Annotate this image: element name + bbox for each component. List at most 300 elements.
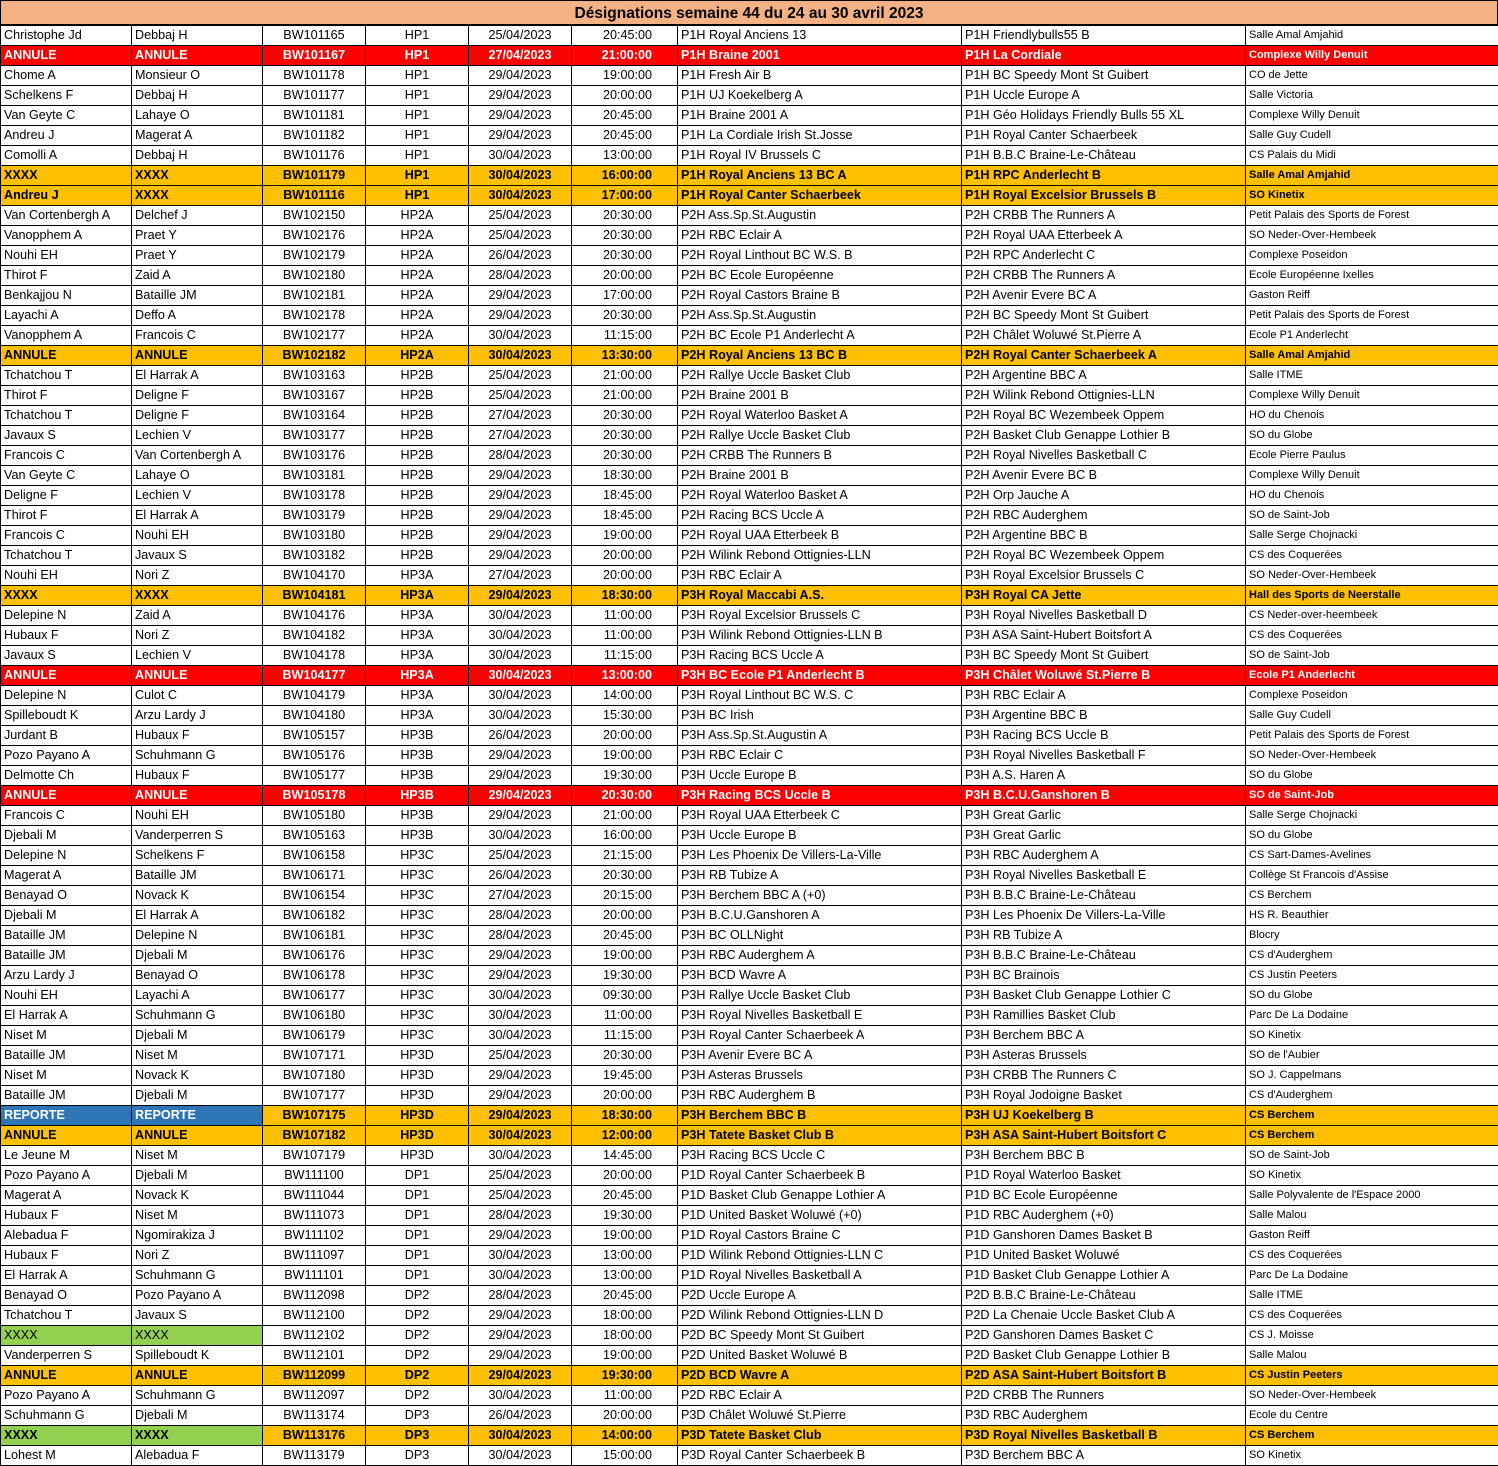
referee-2-cell[interactable]: XXXX: [132, 186, 263, 206]
venue-cell[interactable]: Complexe Willy Denuit: [1246, 466, 1498, 486]
home-team-cell[interactable]: P3D Châlet Woluwé St.Pierre: [678, 1406, 962, 1426]
time-cell[interactable]: 20:30:00: [572, 206, 678, 226]
match-code-cell[interactable]: BW102177: [263, 326, 366, 346]
referee-1-cell[interactable]: REPORTE: [1, 1106, 132, 1126]
division-cell[interactable]: DP2: [366, 1346, 469, 1366]
venue-cell[interactable]: Blocry: [1246, 926, 1498, 946]
match-code-cell[interactable]: BW111102: [263, 1226, 366, 1246]
referee-2-cell[interactable]: Lahaye O: [132, 106, 263, 126]
home-team-cell[interactable]: P1D Basket Club Genappe Lothier A: [678, 1186, 962, 1206]
time-cell[interactable]: 20:00:00: [572, 1086, 678, 1106]
venue-cell[interactable]: Ecole Européenne Ixelles: [1246, 266, 1498, 286]
match-code-cell[interactable]: BW101178: [263, 66, 366, 86]
division-cell[interactable]: HP3A: [366, 626, 469, 646]
date-cell[interactable]: 26/04/2023: [469, 1406, 572, 1426]
division-cell[interactable]: HP3C: [366, 966, 469, 986]
home-team-cell[interactable]: P2D United Basket Woluwé B: [678, 1346, 962, 1366]
division-cell[interactable]: HP3D: [366, 1066, 469, 1086]
referee-2-cell[interactable]: Spilleboudt K: [132, 1346, 263, 1366]
away-team-cell[interactable]: P3H Royal Nivelles Basketball D: [962, 606, 1246, 626]
date-cell[interactable]: 26/04/2023: [469, 866, 572, 886]
time-cell[interactable]: 14:45:00: [572, 1146, 678, 1166]
date-cell[interactable]: 25/04/2023: [469, 206, 572, 226]
date-cell[interactable]: 29/04/2023: [469, 486, 572, 506]
match-code-cell[interactable]: BW102181: [263, 286, 366, 306]
referee-1-cell[interactable]: Magerat A: [1, 866, 132, 886]
home-team-cell[interactable]: P3H Royal Excelsior Brussels C: [678, 606, 962, 626]
division-cell[interactable]: HP2B: [366, 546, 469, 566]
match-code-cell[interactable]: BW104178: [263, 646, 366, 666]
referee-1-cell[interactable]: Niset M: [1, 1026, 132, 1046]
away-team-cell[interactable]: P3H RBC Eclair A: [962, 686, 1246, 706]
match-code-cell[interactable]: BW101167: [263, 46, 366, 66]
venue-cell[interactable]: SO du Globe: [1246, 826, 1498, 846]
referee-2-cell[interactable]: Lahaye O: [132, 466, 263, 486]
division-cell[interactable]: HP3C: [366, 1006, 469, 1026]
date-cell[interactable]: 29/04/2023: [469, 306, 572, 326]
referee-1-cell[interactable]: Comolli A: [1, 146, 132, 166]
time-cell[interactable]: 20:45:00: [572, 1186, 678, 1206]
division-cell[interactable]: HP3B: [366, 766, 469, 786]
time-cell[interactable]: 19:00:00: [572, 1346, 678, 1366]
referee-1-cell[interactable]: Delepine N: [1, 846, 132, 866]
referee-1-cell[interactable]: Benkajjou N: [1, 286, 132, 306]
venue-cell[interactable]: CS des Coquerées: [1246, 626, 1498, 646]
referee-2-cell[interactable]: ANNULE: [132, 1126, 263, 1146]
venue-cell[interactable]: CS Berchem: [1246, 1126, 1498, 1146]
venue-cell[interactable]: SO Kinetix: [1246, 1166, 1498, 1186]
home-team-cell[interactable]: P2H Wilink Rebond Ottignies-LLN: [678, 546, 962, 566]
venue-cell[interactable]: SO de Saint-Job: [1246, 506, 1498, 526]
venue-cell[interactable]: CS des Coquerées: [1246, 1306, 1498, 1326]
away-team-cell[interactable]: P2H CRBB The Runners A: [962, 206, 1246, 226]
match-code-cell[interactable]: BW106179: [263, 1026, 366, 1046]
venue-cell[interactable]: Hall des Sports de Neerstalle: [1246, 586, 1498, 606]
venue-cell[interactable]: CS Berchem: [1246, 886, 1498, 906]
division-cell[interactable]: HP3D: [366, 1086, 469, 1106]
home-team-cell[interactable]: P3H B.C.U.Ganshoren A: [678, 906, 962, 926]
referee-1-cell[interactable]: Christophe Jd: [1, 26, 132, 46]
venue-cell[interactable]: Gaston Reiff: [1246, 286, 1498, 306]
home-team-cell[interactable]: P3H Rallye Uccle Basket Club: [678, 986, 962, 1006]
match-code-cell[interactable]: BW103182: [263, 546, 366, 566]
home-team-cell[interactable]: P1D Royal Canter Schaerbeek B: [678, 1166, 962, 1186]
home-team-cell[interactable]: P2D Uccle Europe A: [678, 1286, 962, 1306]
division-cell[interactable]: HP3C: [366, 886, 469, 906]
home-team-cell[interactable]: P3H RBC Auderghem B: [678, 1086, 962, 1106]
venue-cell[interactable]: Parc De La Dodaine: [1246, 1006, 1498, 1026]
division-cell[interactable]: HP1: [366, 146, 469, 166]
referee-1-cell[interactable]: ANNULE: [1, 666, 132, 686]
venue-cell[interactable]: SO Kinetix: [1246, 1026, 1498, 1046]
away-team-cell[interactable]: P2D B.B.C Braine-Le-Château: [962, 1286, 1246, 1306]
match-code-cell[interactable]: BW101176: [263, 146, 366, 166]
match-code-cell[interactable]: BW104180: [263, 706, 366, 726]
match-code-cell[interactable]: BW107180: [263, 1066, 366, 1086]
match-code-cell[interactable]: BW112099: [263, 1366, 366, 1386]
away-team-cell[interactable]: P1H B.B.C Braine-Le-Château: [962, 146, 1246, 166]
match-code-cell[interactable]: BW101181: [263, 106, 366, 126]
division-cell[interactable]: HP3A: [366, 686, 469, 706]
home-team-cell[interactable]: P3H Berchem BBC A (+0): [678, 886, 962, 906]
away-team-cell[interactable]: P3H B.B.C Braine-Le-Château: [962, 886, 1246, 906]
venue-cell[interactable]: Salle Serge Chojnacki: [1246, 806, 1498, 826]
date-cell[interactable]: 30/04/2023: [469, 166, 572, 186]
date-cell[interactable]: 25/04/2023: [469, 1186, 572, 1206]
time-cell[interactable]: 18:30:00: [572, 466, 678, 486]
home-team-cell[interactable]: P3H BC Irish: [678, 706, 962, 726]
away-team-cell[interactable]: P3H Royal Nivelles Basketball E: [962, 866, 1246, 886]
date-cell[interactable]: 30/04/2023: [469, 1446, 572, 1466]
home-team-cell[interactable]: P3H Uccle Europe B: [678, 766, 962, 786]
venue-cell[interactable]: SO de Saint-Job: [1246, 786, 1498, 806]
division-cell[interactable]: HP2A: [366, 306, 469, 326]
match-code-cell[interactable]: BW107171: [263, 1046, 366, 1066]
referee-2-cell[interactable]: Djebali M: [132, 1026, 263, 1046]
away-team-cell[interactable]: P3H Berchem BBC A: [962, 1026, 1246, 1046]
match-code-cell[interactable]: BW102179: [263, 246, 366, 266]
time-cell[interactable]: 19:30:00: [572, 766, 678, 786]
match-code-cell[interactable]: BW103180: [263, 526, 366, 546]
match-code-cell[interactable]: BW106180: [263, 1006, 366, 1026]
referee-1-cell[interactable]: Nouhi EH: [1, 566, 132, 586]
referee-2-cell[interactable]: Ngomirakiza J: [132, 1226, 263, 1246]
home-team-cell[interactable]: P2H Royal Linthout BC W.S. B: [678, 246, 962, 266]
home-team-cell[interactable]: P3H Uccle Europe B: [678, 826, 962, 846]
time-cell[interactable]: 17:00:00: [572, 286, 678, 306]
venue-cell[interactable]: Salle Polyvalente de l'Espace 2000: [1246, 1186, 1498, 1206]
time-cell[interactable]: 20:30:00: [572, 426, 678, 446]
away-team-cell[interactable]: P3H UJ Koekelberg B: [962, 1106, 1246, 1126]
time-cell[interactable]: 14:00:00: [572, 686, 678, 706]
date-cell[interactable]: 30/04/2023: [469, 1386, 572, 1406]
away-team-cell[interactable]: P2H Royal BC Wezembeek Oppem: [962, 406, 1246, 426]
away-team-cell[interactable]: P2H Royal BC Wezembeek Oppem: [962, 546, 1246, 566]
away-team-cell[interactable]: P3H A.S. Haren A: [962, 766, 1246, 786]
time-cell[interactable]: 19:30:00: [572, 1366, 678, 1386]
away-team-cell[interactable]: P1H Royal Canter Schaerbeek: [962, 126, 1246, 146]
referee-1-cell[interactable]: XXXX: [1, 1426, 132, 1446]
match-code-cell[interactable]: BW102176: [263, 226, 366, 246]
date-cell[interactable]: 29/04/2023: [469, 1086, 572, 1106]
referee-2-cell[interactable]: Schuhmann G: [132, 1006, 263, 1026]
date-cell[interactable]: 25/04/2023: [469, 386, 572, 406]
time-cell[interactable]: 14:00:00: [572, 1426, 678, 1446]
venue-cell[interactable]: SO du Globe: [1246, 986, 1498, 1006]
date-cell[interactable]: 29/04/2023: [469, 1326, 572, 1346]
time-cell[interactable]: 11:00:00: [572, 606, 678, 626]
division-cell[interactable]: HP2B: [366, 426, 469, 446]
referee-1-cell[interactable]: Vanopphem A: [1, 326, 132, 346]
referee-2-cell[interactable]: Lechien V: [132, 426, 263, 446]
date-cell[interactable]: 27/04/2023: [469, 46, 572, 66]
referee-1-cell[interactable]: Nouhi EH: [1, 246, 132, 266]
home-team-cell[interactable]: P1H Braine 2001: [678, 46, 962, 66]
venue-cell[interactable]: Collège St Francois d'Assise: [1246, 866, 1498, 886]
referee-2-cell[interactable]: Schuhmann G: [132, 1266, 263, 1286]
division-cell[interactable]: DP2: [366, 1306, 469, 1326]
venue-cell[interactable]: CS des Coquerées: [1246, 546, 1498, 566]
referee-1-cell[interactable]: Javaux S: [1, 646, 132, 666]
venue-cell[interactable]: Salle Guy Cudell: [1246, 126, 1498, 146]
referee-1-cell[interactable]: Benayad O: [1, 886, 132, 906]
home-team-cell[interactable]: P3H Racing BCS Uccle C: [678, 1146, 962, 1166]
referee-2-cell[interactable]: Djebali M: [132, 1086, 263, 1106]
division-cell[interactable]: HP1: [366, 26, 469, 46]
away-team-cell[interactable]: P3D Berchem BBC A: [962, 1446, 1246, 1466]
time-cell[interactable]: 20:45:00: [572, 926, 678, 946]
date-cell[interactable]: 29/04/2023: [469, 786, 572, 806]
referee-2-cell[interactable]: Deligne F: [132, 406, 263, 426]
referee-1-cell[interactable]: Niset M: [1, 1066, 132, 1086]
away-team-cell[interactable]: P2H Argentine BBC B: [962, 526, 1246, 546]
home-team-cell[interactable]: P2H BC Ecole P1 Anderlecht A: [678, 326, 962, 346]
away-team-cell[interactable]: P2H CRBB The Runners A: [962, 266, 1246, 286]
date-cell[interactable]: 30/04/2023: [469, 826, 572, 846]
time-cell[interactable]: 18:45:00: [572, 506, 678, 526]
time-cell[interactable]: 13:00:00: [572, 1246, 678, 1266]
referee-2-cell[interactable]: Nori Z: [132, 626, 263, 646]
away-team-cell[interactable]: P2H Royal Nivelles Basketball C: [962, 446, 1246, 466]
away-team-cell[interactable]: P3H Royal Excelsior Brussels C: [962, 566, 1246, 586]
time-cell[interactable]: 20:30:00: [572, 226, 678, 246]
away-team-cell[interactable]: P2H Avenir Evere BC A: [962, 286, 1246, 306]
division-cell[interactable]: HP2A: [366, 246, 469, 266]
time-cell[interactable]: 20:30:00: [572, 406, 678, 426]
match-code-cell[interactable]: BW103178: [263, 486, 366, 506]
home-team-cell[interactable]: P2D Wilink Rebond Ottignies-LLN D: [678, 1306, 962, 1326]
away-team-cell[interactable]: P2H BC Speedy Mont St Guibert: [962, 306, 1246, 326]
match-code-cell[interactable]: BW111101: [263, 1266, 366, 1286]
away-team-cell[interactable]: P1D Ganshoren Dames Basket B: [962, 1226, 1246, 1246]
division-cell[interactable]: HP3C: [366, 926, 469, 946]
home-team-cell[interactable]: P1H Fresh Air B: [678, 66, 962, 86]
home-team-cell[interactable]: P3H Les Phoenix De Villers-La-Ville: [678, 846, 962, 866]
venue-cell[interactable]: Complexe Willy Denuit: [1246, 106, 1498, 126]
referee-2-cell[interactable]: XXXX: [132, 1426, 263, 1446]
home-team-cell[interactable]: P1D Royal Nivelles Basketball A: [678, 1266, 962, 1286]
referee-2-cell[interactable]: Praet Y: [132, 246, 263, 266]
time-cell[interactable]: 13:00:00: [572, 666, 678, 686]
referee-2-cell[interactable]: Benayad O: [132, 966, 263, 986]
home-team-cell[interactable]: P2H Racing BCS Uccle A: [678, 506, 962, 526]
venue-cell[interactable]: HO du Chenois: [1246, 406, 1498, 426]
match-code-cell[interactable]: BW103177: [263, 426, 366, 446]
home-team-cell[interactable]: P3H RB Tubize A: [678, 866, 962, 886]
time-cell[interactable]: 09:30:00: [572, 986, 678, 1006]
referee-1-cell[interactable]: Andreu J: [1, 126, 132, 146]
match-code-cell[interactable]: BW106171: [263, 866, 366, 886]
referee-1-cell[interactable]: Van Geyte C: [1, 106, 132, 126]
date-cell[interactable]: 25/04/2023: [469, 26, 572, 46]
away-team-cell[interactable]: P1D Basket Club Genappe Lothier A: [962, 1266, 1246, 1286]
venue-cell[interactable]: Salle Amal Amjahid: [1246, 166, 1498, 186]
home-team-cell[interactable]: P3H RBC Auderghem A: [678, 946, 962, 966]
date-cell[interactable]: 29/04/2023: [469, 1306, 572, 1326]
away-team-cell[interactable]: P2D CRBB The Runners: [962, 1386, 1246, 1406]
referee-2-cell[interactable]: Schuhmann G: [132, 746, 263, 766]
referee-2-cell[interactable]: Niset M: [132, 1046, 263, 1066]
time-cell[interactable]: 20:30:00: [572, 446, 678, 466]
division-cell[interactable]: HP3B: [366, 746, 469, 766]
division-cell[interactable]: HP3A: [366, 666, 469, 686]
referee-2-cell[interactable]: Praet Y: [132, 226, 263, 246]
division-cell[interactable]: HP3A: [366, 646, 469, 666]
match-code-cell[interactable]: BW112100: [263, 1306, 366, 1326]
home-team-cell[interactable]: P3H Royal Linthout BC W.S. C: [678, 686, 962, 706]
match-code-cell[interactable]: BW103164: [263, 406, 366, 426]
date-cell[interactable]: 29/04/2023: [469, 806, 572, 826]
away-team-cell[interactable]: P2H Royal Canter Schaerbeek A: [962, 346, 1246, 366]
time-cell[interactable]: 20:00:00: [572, 726, 678, 746]
referee-2-cell[interactable]: Alebadua F: [132, 1446, 263, 1466]
division-cell[interactable]: HP3C: [366, 846, 469, 866]
division-cell[interactable]: HP2B: [366, 526, 469, 546]
away-team-cell[interactable]: P2H Châlet Woluwé St.Pierre A: [962, 326, 1246, 346]
date-cell[interactable]: 28/04/2023: [469, 926, 572, 946]
away-team-cell[interactable]: P1H Royal Excelsior Brussels B: [962, 186, 1246, 206]
home-team-cell[interactable]: P2H BC Ecole Européenne: [678, 266, 962, 286]
match-code-cell[interactable]: BW112097: [263, 1386, 366, 1406]
referee-1-cell[interactable]: Hubaux F: [1, 626, 132, 646]
home-team-cell[interactable]: P3H Royal Nivelles Basketball E: [678, 1006, 962, 1026]
date-cell[interactable]: 30/04/2023: [469, 1266, 572, 1286]
referee-1-cell[interactable]: Thirot F: [1, 266, 132, 286]
referee-1-cell[interactable]: ANNULE: [1, 46, 132, 66]
venue-cell[interactable]: CS d'Auderghem: [1246, 1086, 1498, 1106]
division-cell[interactable]: HP2B: [366, 506, 469, 526]
division-cell[interactable]: HP2B: [366, 446, 469, 466]
venue-cell[interactable]: Complexe Poseidon: [1246, 686, 1498, 706]
match-code-cell[interactable]: BW106178: [263, 966, 366, 986]
date-cell[interactable]: 29/04/2023: [469, 66, 572, 86]
match-code-cell[interactable]: BW107182: [263, 1126, 366, 1146]
match-code-cell[interactable]: BW105163: [263, 826, 366, 846]
date-cell[interactable]: 29/04/2023: [469, 466, 572, 486]
away-team-cell[interactable]: P1H BC Speedy Mont St Guibert: [962, 66, 1246, 86]
home-team-cell[interactable]: P3H Royal UAA Etterbeek C: [678, 806, 962, 826]
referee-1-cell[interactable]: Spilleboudt K: [1, 706, 132, 726]
match-code-cell[interactable]: BW103181: [263, 466, 366, 486]
date-cell[interactable]: 30/04/2023: [469, 1426, 572, 1446]
venue-cell[interactable]: CO de Jette: [1246, 66, 1498, 86]
time-cell[interactable]: 20:45:00: [572, 1286, 678, 1306]
match-code-cell[interactable]: BW106154: [263, 886, 366, 906]
home-team-cell[interactable]: P2H Rallye Uccle Basket Club: [678, 366, 962, 386]
referee-2-cell[interactable]: Niset M: [132, 1146, 263, 1166]
referee-1-cell[interactable]: Nouhi EH: [1, 986, 132, 1006]
date-cell[interactable]: 29/04/2023: [469, 106, 572, 126]
time-cell[interactable]: 12:00:00: [572, 1126, 678, 1146]
division-cell[interactable]: HP3D: [366, 1126, 469, 1146]
referee-2-cell[interactable]: XXXX: [132, 586, 263, 606]
time-cell[interactable]: 18:30:00: [572, 1106, 678, 1126]
referee-2-cell[interactable]: XXXX: [132, 1326, 263, 1346]
referee-1-cell[interactable]: Chome A: [1, 66, 132, 86]
home-team-cell[interactable]: P2H Royal Waterloo Basket A: [678, 406, 962, 426]
away-team-cell[interactable]: P1H RPC Anderlecht B: [962, 166, 1246, 186]
time-cell[interactable]: 11:15:00: [572, 326, 678, 346]
home-team-cell[interactable]: P3H Asteras Brussels: [678, 1066, 962, 1086]
date-cell[interactable]: 28/04/2023: [469, 906, 572, 926]
home-team-cell[interactable]: P3H BCD Wavre A: [678, 966, 962, 986]
home-team-cell[interactable]: P2H Royal UAA Etterbeek B: [678, 526, 962, 546]
referee-2-cell[interactable]: Nouhi EH: [132, 806, 263, 826]
time-cell[interactable]: 20:15:00: [572, 886, 678, 906]
date-cell[interactable]: 29/04/2023: [469, 86, 572, 106]
venue-cell[interactable]: Salle Guy Cudell: [1246, 706, 1498, 726]
time-cell[interactable]: 20:30:00: [572, 1046, 678, 1066]
time-cell[interactable]: 18:00:00: [572, 1306, 678, 1326]
match-code-cell[interactable]: BW103179: [263, 506, 366, 526]
time-cell[interactable]: 20:30:00: [572, 866, 678, 886]
match-code-cell[interactable]: BW111100: [263, 1166, 366, 1186]
away-team-cell[interactable]: P1H Géo Holidays Friendly Bulls 55 XL: [962, 106, 1246, 126]
division-cell[interactable]: HP2B: [366, 486, 469, 506]
time-cell[interactable]: 21:00:00: [572, 386, 678, 406]
referee-1-cell[interactable]: ANNULE: [1, 346, 132, 366]
referee-2-cell[interactable]: ANNULE: [132, 346, 263, 366]
referee-1-cell[interactable]: Schelkens F: [1, 86, 132, 106]
away-team-cell[interactable]: P3H RB Tubize A: [962, 926, 1246, 946]
date-cell[interactable]: 27/04/2023: [469, 886, 572, 906]
match-code-cell[interactable]: BW103163: [263, 366, 366, 386]
match-code-cell[interactable]: BW101177: [263, 86, 366, 106]
division-cell[interactable]: HP3B: [366, 786, 469, 806]
venue-cell[interactable]: Salle ITME: [1246, 1286, 1498, 1306]
referee-1-cell[interactable]: Francois C: [1, 806, 132, 826]
match-code-cell[interactable]: BW104182: [263, 626, 366, 646]
home-team-cell[interactable]: P2D BCD Wavre A: [678, 1366, 962, 1386]
division-cell[interactable]: HP2A: [366, 326, 469, 346]
match-code-cell[interactable]: BW111044: [263, 1186, 366, 1206]
division-cell[interactable]: HP3C: [366, 1026, 469, 1046]
time-cell[interactable]: 18:30:00: [572, 586, 678, 606]
away-team-cell[interactable]: P2H Basket Club Genappe Lothier B: [962, 426, 1246, 446]
home-team-cell[interactable]: P1H UJ Koekelberg A: [678, 86, 962, 106]
venue-cell[interactable]: Salle Serge Chojnacki: [1246, 526, 1498, 546]
home-team-cell[interactable]: P1H Royal Anciens 13: [678, 26, 962, 46]
home-team-cell[interactable]: P3H Royal Canter Schaerbeek A: [678, 1026, 962, 1046]
referee-1-cell[interactable]: El Harrak A: [1, 1266, 132, 1286]
venue-cell[interactable]: Salle Malou: [1246, 1346, 1498, 1366]
referee-2-cell[interactable]: Deligne F: [132, 386, 263, 406]
division-cell[interactable]: HP1: [366, 166, 469, 186]
time-cell[interactable]: 18:00:00: [572, 1326, 678, 1346]
date-cell[interactable]: 30/04/2023: [469, 1246, 572, 1266]
division-cell[interactable]: HP3B: [366, 726, 469, 746]
time-cell[interactable]: 20:00:00: [572, 266, 678, 286]
referee-2-cell[interactable]: Delepine N: [132, 926, 263, 946]
away-team-cell[interactable]: P3H Royal Nivelles Basketball F: [962, 746, 1246, 766]
date-cell[interactable]: 30/04/2023: [469, 186, 572, 206]
referee-1-cell[interactable]: Javaux S: [1, 426, 132, 446]
away-team-cell[interactable]: P3H Châlet Woluwé St.Pierre B: [962, 666, 1246, 686]
match-code-cell[interactable]: BW106177: [263, 986, 366, 1006]
venue-cell[interactable]: Salle Victoria: [1246, 86, 1498, 106]
home-team-cell[interactable]: P3D Royal Canter Schaerbeek B: [678, 1446, 962, 1466]
away-team-cell[interactable]: P2H Avenir Evere BC B: [962, 466, 1246, 486]
time-cell[interactable]: 16:00:00: [572, 166, 678, 186]
venue-cell[interactable]: Petit Palais des Sports de Forest: [1246, 726, 1498, 746]
referee-1-cell[interactable]: Delepine N: [1, 686, 132, 706]
venue-cell[interactable]: Complexe Willy Denuit: [1246, 46, 1498, 66]
referee-1-cell[interactable]: Pozo Payano A: [1, 746, 132, 766]
away-team-cell[interactable]: P2D ASA Saint-Hubert Boitsfort B: [962, 1366, 1246, 1386]
referee-1-cell[interactable]: Schuhmann G: [1, 1406, 132, 1426]
division-cell[interactable]: HP1: [366, 126, 469, 146]
time-cell[interactable]: 20:30:00: [572, 786, 678, 806]
